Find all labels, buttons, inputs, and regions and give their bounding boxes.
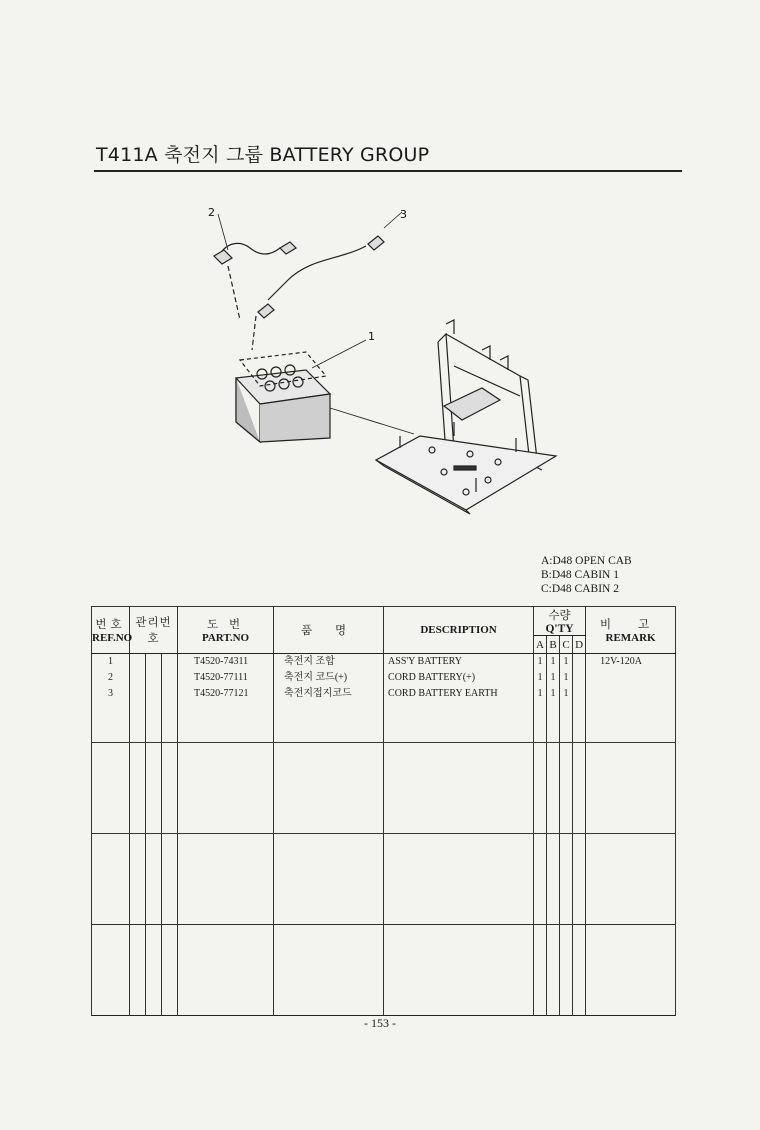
header-remark: 비 고 REMARK: [586, 607, 676, 654]
row-ref: 3: [108, 688, 113, 699]
row-name-kr: 축전지 조합: [284, 656, 335, 667]
row-ref: 2: [108, 672, 113, 683]
header-description: DESCRIPTION: [384, 607, 534, 654]
header-qty-a: A: [534, 636, 547, 654]
row-description: ASS'Y BATTERY: [388, 656, 462, 667]
row-part-no: T4520-77111: [194, 672, 248, 683]
row-qty-a: 1: [537, 688, 543, 699]
table-row-empty: [92, 743, 676, 834]
row-remark: 12V-120A: [600, 656, 642, 667]
callout-2: 2: [208, 206, 215, 219]
row-qty-c: 1: [563, 688, 569, 699]
battery-group-diagram: [170, 200, 570, 520]
table-row-group: [92, 654, 676, 743]
legend-b: B:D48 CABIN 1: [541, 569, 619, 581]
header-qty-c: C: [560, 636, 573, 654]
legend-a: A:D48 OPEN CAB: [541, 555, 632, 567]
page-number: - 153 -: [364, 1016, 396, 1030]
row-description: CORD BATTERY EARTH: [388, 688, 498, 699]
row-part-no: T4520-77121: [194, 688, 249, 699]
header-qty-b: B: [547, 636, 560, 654]
row-part-no: T4520-74311: [194, 656, 249, 667]
callout-1: 1: [368, 330, 375, 343]
table-row-empty: [92, 834, 676, 925]
row-name-kr: 축전지 코드(+): [284, 672, 348, 683]
row-qty-c: 1: [563, 672, 569, 683]
parts-table: [91, 606, 676, 1016]
row-qty-a: 1: [537, 656, 543, 667]
table-row-empty: [92, 925, 676, 1016]
title-rule: [94, 170, 682, 172]
header-part-no: 도 번 PART.NO: [178, 607, 274, 654]
row-name-kr: 축전지접지코드: [284, 688, 352, 699]
legend-c: C:D48 CABIN 2: [541, 583, 619, 595]
page-title: T411A 축전지 그룹 BATTERY GROUP: [96, 144, 430, 166]
header-qty-d: D: [573, 636, 586, 654]
header-name-kr: 품 명: [274, 607, 384, 654]
model-legend: [541, 554, 632, 596]
row-qty-c: 1: [563, 656, 569, 667]
header-qty: 수량 Q'TY: [534, 607, 586, 636]
row-qty-a: 1: [537, 672, 543, 683]
header-mgmt: 관리번호: [130, 607, 178, 654]
callout-3: 3: [400, 208, 407, 221]
row-description: CORD BATTERY(+): [388, 672, 476, 683]
row-qty-b: 1: [550, 688, 556, 699]
header-ref: 번호 REF.NO: [92, 607, 130, 654]
row-ref: 1: [108, 656, 113, 667]
row-qty-b: 1: [550, 656, 556, 667]
row-qty-b: 1: [550, 672, 556, 683]
